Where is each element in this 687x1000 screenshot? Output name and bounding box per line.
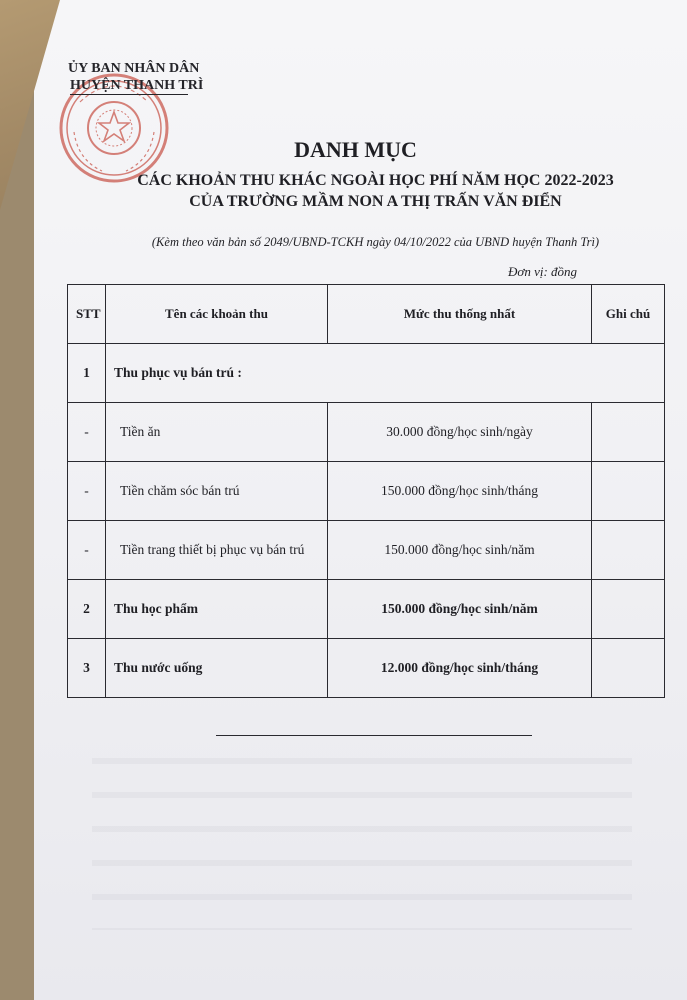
row-fee-amount: 30.000 đồng/học sinh/ngày [328,403,592,462]
row-stt: - [68,403,106,462]
table-row [68,521,665,580]
header-fee-name: Tên các khoản thu [106,285,328,344]
row-stt: 3 [68,639,106,698]
header-note: Ghi chú [592,285,665,344]
table-row [68,462,665,521]
row-fee-name: Tiền chăm sóc bán trú [106,462,328,521]
header-stt: STT [68,285,106,344]
header-fee-amount: Mức thu thống nhất [328,285,592,344]
table-header-row [68,285,665,344]
row-stt: - [68,462,106,521]
row-note [592,462,665,521]
row-fee-amount: 12.000 đồng/học sinh/tháng [328,639,592,698]
row-stt: 1 [68,344,106,403]
document-title: DANH MỤC [294,137,417,162]
table-row [68,344,665,403]
row-note [592,639,665,698]
table-row [68,403,665,462]
row-stt: - [68,521,106,580]
row-fee-amount: 150.000 đồng/học sinh/tháng [328,462,592,521]
currency-unit: Đơn vị: đồng [508,264,578,279]
table-row [68,639,665,698]
row-fee-name: Tiền ăn [106,403,328,462]
row-fee-name: Thu học phẩm [106,580,328,639]
row-note [592,521,665,580]
end-divider [216,735,532,736]
agency-line-2: HUYỆN THANH TRÌ [70,78,204,93]
row-note [592,403,665,462]
show-through-text [92,740,632,930]
issuing-agency [68,60,204,95]
row-fee-amount: 150.000 đồng/học sinh/năm [328,521,592,580]
row-fee-name: Thu phục vụ bán trú : [106,344,665,403]
document-subtitle-line-2: CỦA TRƯỜNG MẦM NON A THỊ TRẤN VĂN ĐIỂN [189,193,562,210]
agency-line-1: ỦY BAN NHÂN DÂN [68,61,200,76]
fee-table [67,284,665,698]
row-fee-name: Tiền trang thiết bị phục vụ bán trú [106,521,328,580]
row-fee-amount: 150.000 đồng/học sinh/năm [328,580,592,639]
row-fee-name: Thu nước uống [106,639,328,698]
attachment-note: (Kèm theo văn bản số 2049/UBND-TCKH ngày 04/10/2022 của UBND huyện Thanh Trì) [151,235,600,249]
row-note [592,580,665,639]
document-subtitle-line-1: CÁC KHOẢN THU KHÁC NGOÀI HỌC PHÍ NĂM HỌC 2022-2023 [137,172,614,189]
table-row [68,580,665,639]
row-stt: 2 [68,580,106,639]
